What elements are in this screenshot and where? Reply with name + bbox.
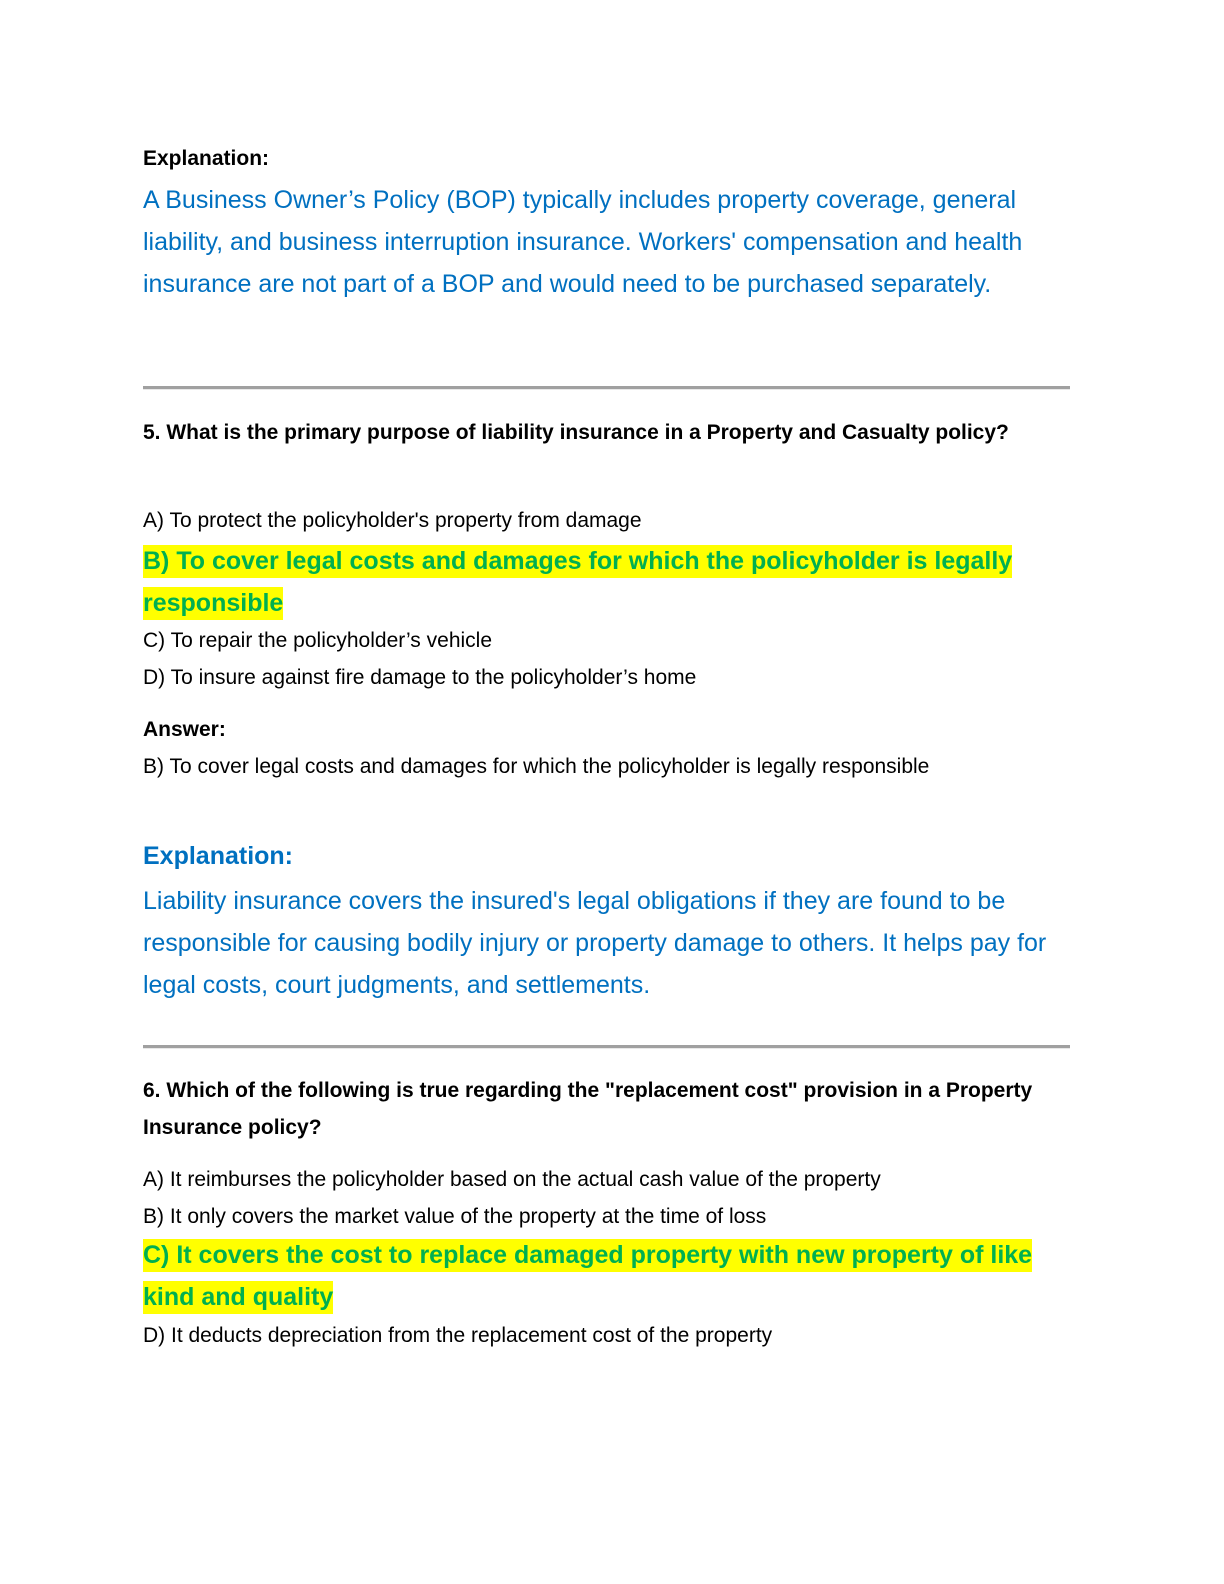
section-divider (143, 386, 1070, 390)
q6-option-c-correct (143, 1234, 1063, 1318)
q5-option-c: C) To repair the policyholder’s vehicle (143, 629, 493, 652)
q5-answer-text: B) To cover legal costs and damages for which the policyholder is legally responsible (143, 755, 930, 778)
q6-option-a: A) It reimburses the policyholder based on the actual cash value of the property (143, 1168, 881, 1191)
question-6: 6. Which of the following is true regarding the "replacement cost" provision in a Property Insurance policy? (143, 1079, 1033, 1139)
explanation-label: Explanation: (143, 147, 270, 170)
q6-option-b: B) It only covers the market value of the property at the time of loss (143, 1205, 767, 1228)
q5-explanation-label: Explanation: (143, 842, 294, 870)
section-divider (143, 1045, 1070, 1049)
q5-explanation-text: Liability insurance covers the insured's legal obligations if they are found to be responsible for causing bodily injury or property damage to others. It helps pay for legal costs, court judgments, and settlements. (143, 887, 1047, 999)
q5-option-b-correct (143, 540, 1063, 624)
q5-option-b-highlight: B) To cover legal costs and damages for which the policyholder is legally responsible (143, 545, 1012, 620)
q5-answer-label: Answer: (143, 718, 226, 741)
q5-option-d: D) To insure against fire damage to the policyholder’s home (143, 666, 697, 689)
q5-option-a: A) To protect the policyholder's property from damage (143, 509, 642, 532)
explanation-text: A Business Owner’s Policy (BOP) typically includes property coverage, general liability, and business interruption insurance. Workers' compensation and health insurance are not part of a BOP and would need to be purchased separately. (143, 186, 1023, 298)
q6-option-c-highlight: C) It covers the cost to replace damaged property with new property of like kind and quality (143, 1239, 1032, 1314)
q6-option-d: D) It deducts depreciation from the replacement cost of the property (143, 1324, 773, 1347)
question-5: 5. What is the primary purpose of liability insurance in a Property and Casualty policy? (143, 421, 1009, 444)
